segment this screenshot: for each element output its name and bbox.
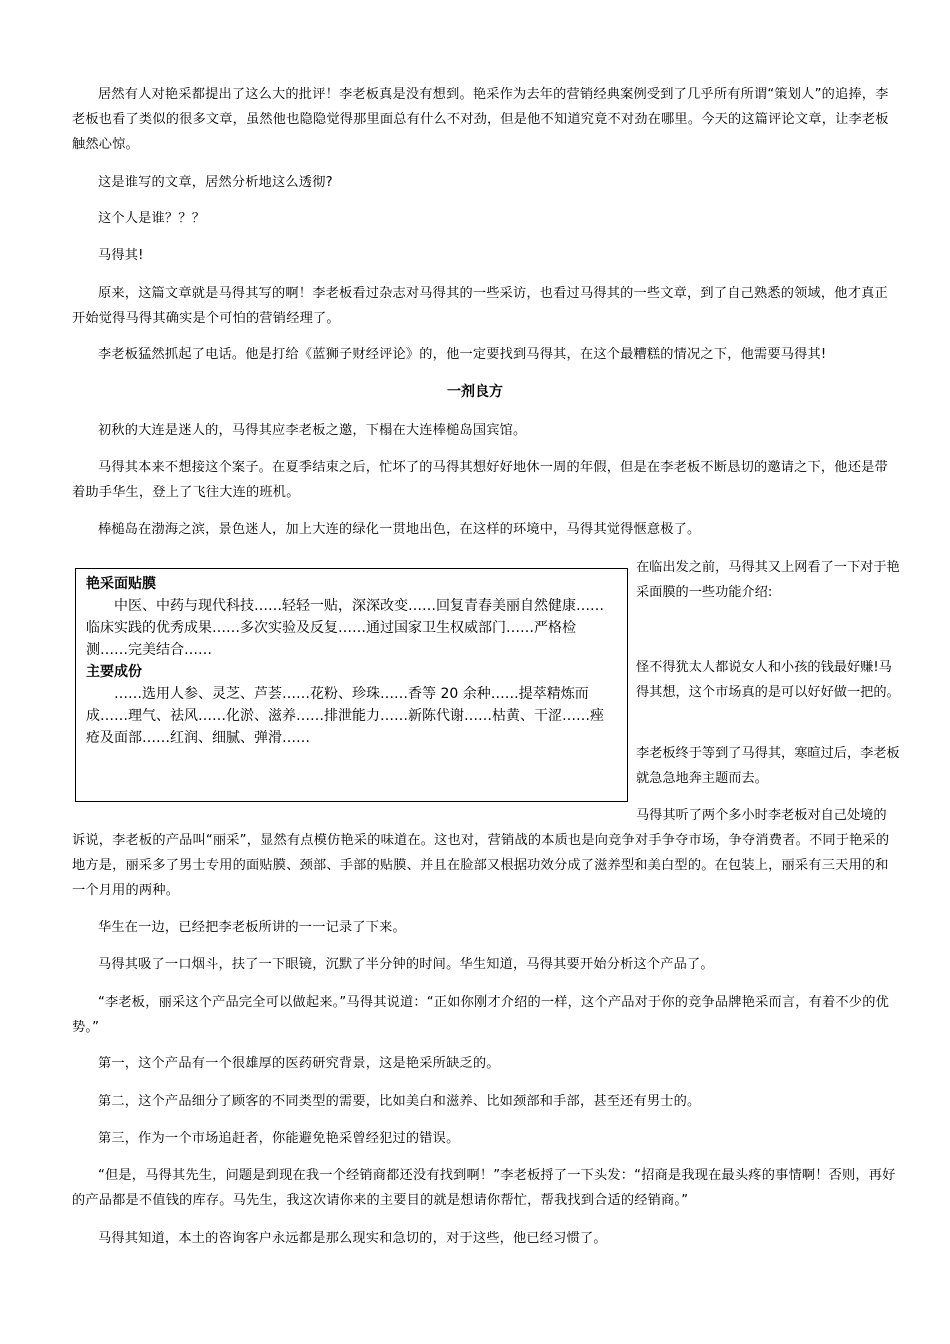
side-paragraph: 在临出发之前，马得其又上网看了一下对于艳采面膜的一些功能介绍:: [636, 560, 900, 600]
paragraph: 李老板猛然抓起了电话。他是打给《蓝狮子财经评论》的，他一定要找到马得其，在这个最糟糕的情况之下，他需要马得其!: [98, 347, 827, 362]
paragraph: 居然有人对艳采都提出了这么大的批评！李老板真是没有想到。艳采作为去年的营销经典案例受到了几乎所有所谓“策划人”的追捧，李老板也看了类似的很多文章，虽然他也隐隐觉得那里面总有什么不对劲，但是他不知道究竟不对劲在哪里。今天的这篇评论文章，让李老板触然心惊。: [72, 87, 889, 152]
paragraph-continuation: 诉说，李老板的产品叫“丽采”，显然有点模仿艳采的味道在。这也对，营销战的本质也是向竞争对手争夺市场，争夺消费者。不同于艳采的地方是，丽采多了男士专用的面贴膜、颈部、手部的贴膜、并且在脸部又根据功效分成了滋养型和美白型的。在包装上，丽采有三天用的和一个月用的两种。: [72, 833, 890, 898]
section-title: 一剂良方: [447, 384, 503, 400]
product-info-box: [75, 568, 628, 802]
paragraph: 棒槌岛在渤海之滨，景色迷人，加上大连的绿化一贯地出色，在这样的环境中，马得其觉得惬意极了。: [98, 522, 701, 537]
paragraph: “李老板，丽采这个产品完全可以做起来。”马得其说道：“正如你刚才介绍的一样，这个产品对于你的竞争品牌艳采而言，有着不少的优势。”: [72, 995, 889, 1035]
box-title-product: 艳采面贴膜: [86, 576, 156, 592]
paragraph: 马得其本来不想接这个案子。在夏季结束之后，忙坏了的马得其想好好地休一周的年假，但是在李老板不断恳切的邀请之下，他还是带着助手华生，登上了飞往大连的班机。: [72, 460, 888, 500]
side-paragraph: 马得其听了两个多小时李老板对自己处境的: [636, 808, 887, 823]
paragraph: 第二，这个产品细分了顾客的不同类型的需要，比如美白和滋养、比如颈部和手部，甚至还有男士的。: [98, 1094, 701, 1109]
paragraph: 这是谁写的文章，居然分析地这么透彻?: [98, 175, 333, 190]
paragraph: 第三，作为一个市场追赶者，你能避免艳采曾经犯过的错误。: [98, 1131, 460, 1146]
paragraph: 马得其吸了一口烟斗，扶了一下眼镜，沉默了半分钟的时间。华生知道，马得其要开始分析这个产品了。: [98, 957, 714, 972]
paragraph: 第一，这个产品有一个很雄厚的医药研究背景，这是艳采所缺乏的。: [98, 1056, 500, 1071]
paragraph: 这个人是谁？？？: [98, 211, 206, 226]
paragraph: 马得其知道，本土的咨询客户永远都是那么现实和急切的，对于这些，他已经习惯了。: [98, 1231, 607, 1246]
box-body-product: 中医、中药与现代科技……轻轻一贴，深深改变……回复青春美丽自然健康……临床实践的优秀成果……多次实验及反复……通过国家卫生权威部门……严格检测……完美结合……: [86, 598, 604, 658]
side-paragraph: 李老板终于等到了马得其，寒暄过后，李老板就急急地奔主题而去。: [636, 746, 900, 786]
paragraph: 初秋的大连是迷人的，马得其应李老板之邀，下榻在大连棒槌岛国宾馆。: [98, 423, 527, 438]
paragraph: 原来，这篇文章就是马得其写的啊！李老板看过杂志对马得其的一些采访，也看过马得其的一些文章，到了自己熟悉的领域，他才真正开始觉得马得其确实是个可怕的营销经理了。: [72, 286, 888, 326]
paragraph: “但是，马得其先生，问题是到现在我一个经销商都还没有找到啊！”李老板捋了一下头发：“招商是我现在最头疼的事情啊！否则，再好的产品都是不值钱的库存。马先生，我这次请你来的主要目的就是想请你帮忙，帮我找到合适的经销商。”: [72, 1168, 896, 1208]
side-paragraph: 怪不得犹太人都说女人和小孩的钱最好赚!马得其想，这个市场真的是可以好好做一把的。: [636, 660, 900, 700]
box-body-ingredients: ……选用人参、灵芝、芦荟……花粉、珍珠……香等 20 余种……提萃精炼而成……理气、祛风……化淤、滋养……排泄能力……新陈代谢……枯黄、干涩……痤疮及面部……红润、细腻、弹滑……: [86, 686, 604, 746]
paragraph: 华生在一边，已经把李老板所讲的一一记录了下来。: [98, 920, 406, 935]
box-title-ingredients: 主要成份: [86, 664, 142, 680]
paragraph: 马得其!: [98, 248, 144, 263]
